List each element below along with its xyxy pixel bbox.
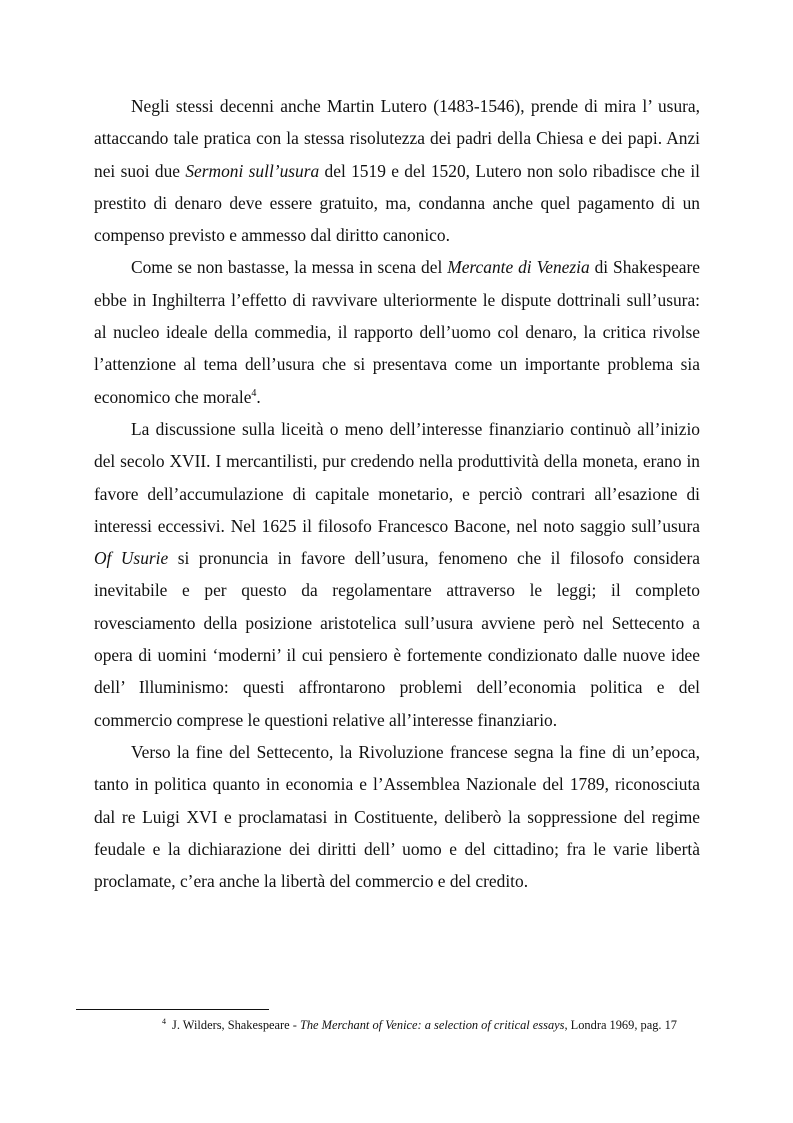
- text-run: Negli stessi decenni anche Martin Lutero (1483-1546), prende di mira l’ usura, attaccando tale pratica con la stessa risolutezza dei padri della Chiesa e dei papi. Anzi nei suoi due: [94, 96, 700, 181]
- footnote-reference: 4: [251, 387, 257, 399]
- footnote: [162, 1016, 722, 1034]
- essay-title-of-usurie: Of Usurie: [94, 548, 169, 569]
- footnote-author: J. Wilders, Shakespeare -: [172, 1018, 300, 1032]
- body-text: [94, 90, 700, 897]
- footnote-publication: , Londra 1969, pag. 17: [564, 1018, 677, 1032]
- paragraph-shakespeare: [94, 251, 700, 412]
- footnote-title: The Merchant of Venice: a selection of critical essays: [299, 1018, 565, 1032]
- paragraph-rivoluzione: [94, 736, 700, 897]
- text-run: di Shakespeare ebbe in Inghilterra l’effetto di ravvivare ulteriormente le dispute dottrinali sull’usura: al nucleo ideale della commedia, il rapporto dell’uomo col denaro, la critica rivolse l’attenzione al tema dell’usura che si presentava come un importante problema sia economico che morale: [94, 257, 700, 407]
- footnote-separator: [76, 1009, 269, 1010]
- play-title-mercante: Mercante di Venezia: [447, 257, 590, 278]
- book-title-sermoni: Sermoni sull’usura: [185, 160, 320, 181]
- text-run: .: [256, 386, 261, 407]
- text-run: si pronuncia in favore dell’usura, fenomeno che il filosofo considera inevitabile e per questo da regolamentare attraverso le leggi; il completo rovesciamento della posizione aristotelica sull’usura avviene però nel Settecento a opera di uomini ‘moderni’ il cui pensiero è fortemente condizionato dalle nuove idee dell’ Illuminismo: questi affrontarono problemi dell’economia politica e del commercio comprese le questioni relative all’interesse finanziario.: [94, 548, 700, 730]
- paragraph-bacone: [94, 413, 700, 736]
- paragraph-lutero: [94, 90, 700, 251]
- footnote-number: 4: [162, 1016, 166, 1026]
- text-run: Verso la fine del Settecento, la Rivoluzione francese segna la fine di un’epoca, tanto in politica quanto in economia e l’Assemblea Nazionale del 1789, riconosciuta dal re Luigi XVI e proclamatasi in Costituente, deliberò la soppressione del regime feudale e la dichiarazione dei diritti dell’ uomo e del cittadino; fra le varie libertà proclamate, c’era anche la libertà del commercio e del credito.: [94, 741, 700, 892]
- text-run: Come se non bastasse, la messa in scena del: [131, 257, 448, 278]
- text-run: La discussione sulla liceità o meno dell’interesse finanziario continuò all’inizio del secolo XVII. I mercantilisti, pur credendo nella produttività della moneta, erano in favore dell’accumulazione di capitale monetario, e perciò contrari all’esazione di interessi eccessivi. Nel 1625 il filosofo Francesco Bacone, nel noto saggio sull’usura: [94, 418, 700, 536]
- text-run: del 1519 e del 1520, Lutero non solo ribadisce che il prestito di denaro deve essere gratuito, ma, condanna anche quel pagamento di un compenso previsto e ammesso dal diritto canonico.: [94, 160, 700, 246]
